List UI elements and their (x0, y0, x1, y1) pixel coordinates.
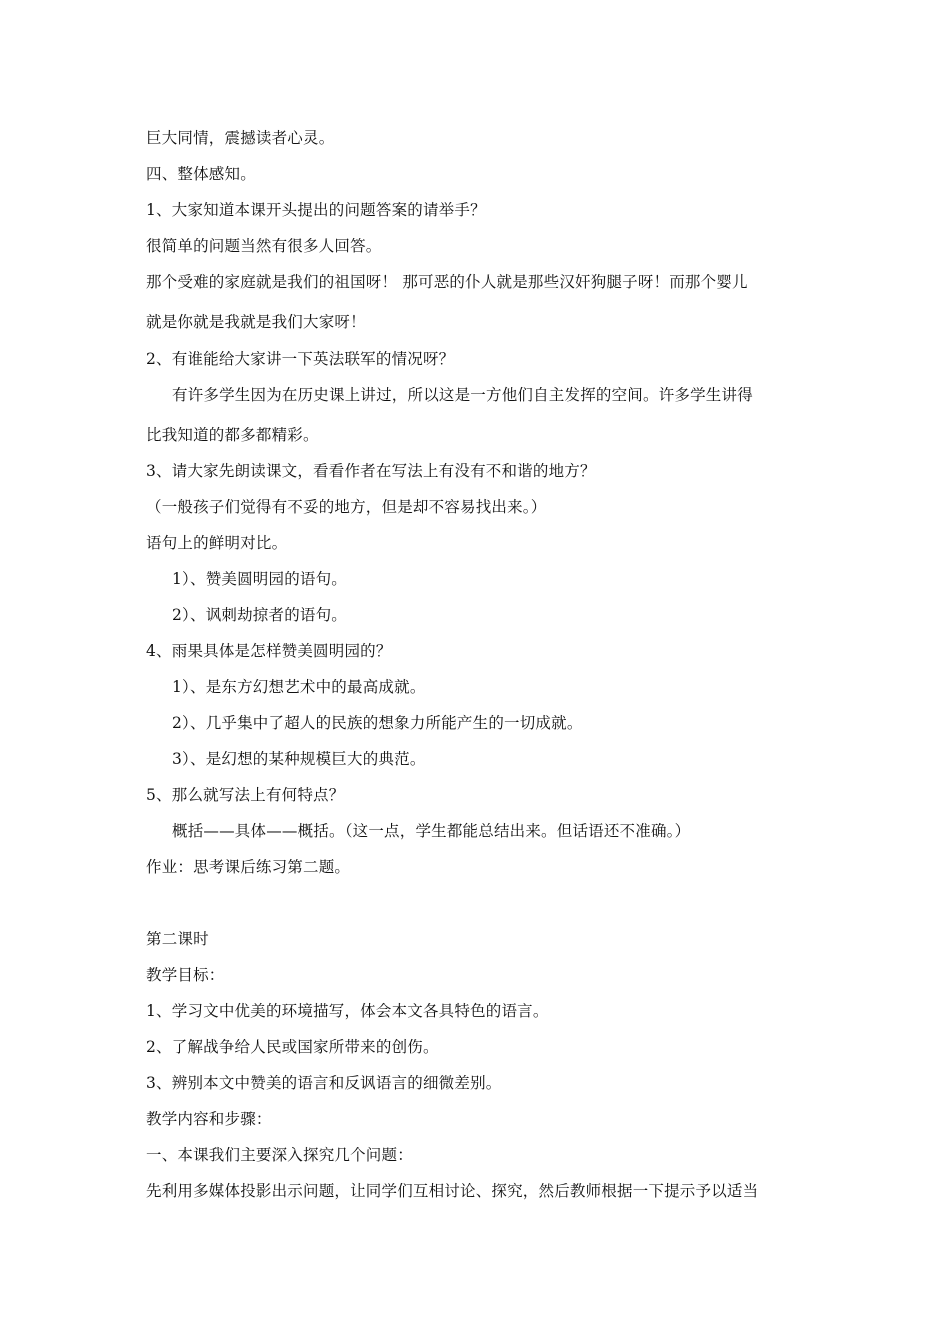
section-heading: 四、整体感知。 (146, 165, 256, 183)
text-line: 先利用多媒体投影出示问题，让同学们互相讨论、探究，然后教师根据一下提示予以适当 (146, 1182, 759, 1200)
text-line: 有许多学生因为在历史课上讲过，所以这是一方他们自主发挥的空间。许多学生讲得 (172, 386, 753, 404)
question-item: 3、请大家先朗读课文，看看作者在写法上有没有不和谐的地方？ (146, 462, 596, 480)
text-line: 比我知道的都多都精彩。 (146, 426, 319, 444)
sub-item: 1）、是东方幻想艺术中的最高成就。 (172, 678, 426, 696)
sub-item: 1）、赞美圆明园的语句。 (172, 570, 348, 588)
section-heading: 教学内容和步骤： (146, 1110, 272, 1128)
text-line: 很简单的问题当然有很多人回答。 (146, 237, 382, 255)
text-line: 语句上的鲜明对比。 (146, 534, 288, 552)
objective-item: 1、学习文中优美的环境描写，体会本文各具特色的语言。 (146, 1002, 549, 1020)
text-line: （一般孩子们觉得有不妥的地方，但是却不容易找出来。） (146, 498, 547, 516)
sub-item: 2）、讽刺劫掠者的语句。 (172, 606, 348, 624)
text-line: 概括——具体——概括。（这一点，学生都能总结出来。但话语还不准确。） (172, 822, 691, 840)
text-line: 那个受难的家庭就是我们的祖国呀！ 那可恶的仆人就是那些汉奸狗腿子呀！而那个婴儿 (146, 273, 748, 291)
text-line: 巨大同情，震撼读者心灵。 (146, 129, 335, 147)
text-line: 一、本课我们主要深入探究几个问题： (146, 1146, 413, 1164)
question-item: 5、那么就写法上有何特点？ (146, 786, 345, 804)
question-item: 1、大家知道本课开头提出的问题答案的请举手？ (146, 201, 486, 219)
lesson-heading: 第二课时 (146, 930, 209, 948)
objective-item: 3、辨别本文中赞美的语言和反讽语言的细微差别。 (146, 1074, 502, 1092)
section-heading: 教学目标： (146, 966, 225, 984)
sub-item: 2）、几乎集中了超人的民族的想象力所能产生的一切成就。 (172, 714, 583, 732)
question-item: 4、雨果具体是怎样赞美圆明园的？ (146, 642, 392, 660)
text-line: 就是你就是我就是我们大家呀！ (146, 313, 366, 331)
objective-item: 2、了解战争给人民或国家所带来的创伤。 (146, 1038, 439, 1056)
homework-line: 作业：思考课后练习第二题。 (146, 858, 351, 876)
question-item: 2、有谁能给大家讲一下英法联军的情况呀？ (146, 350, 455, 368)
sub-item: 3）、是幻想的某种规模巨大的典范。 (172, 750, 426, 768)
